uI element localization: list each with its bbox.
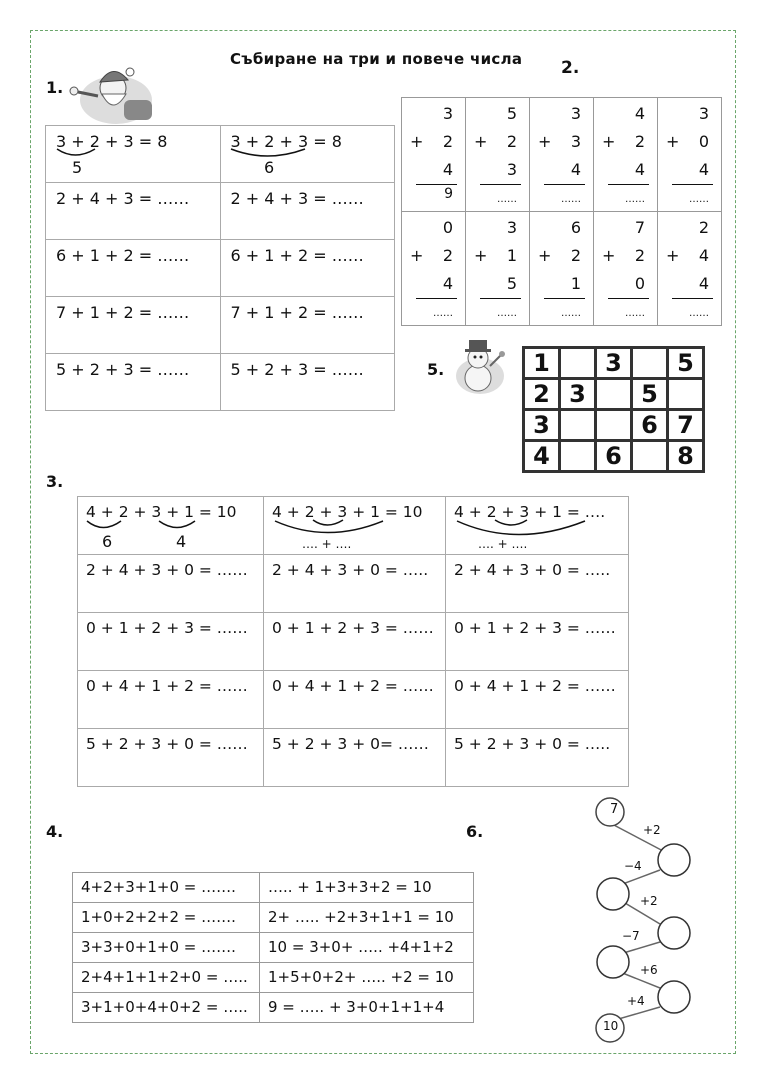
table-row — [402, 212, 722, 326]
grid-cell: 8 — [668, 441, 704, 472]
grid-cell: 1 — [524, 348, 560, 379]
chain-step-4: −7 — [622, 929, 640, 943]
grid-cell: 6 — [596, 441, 632, 472]
equation-cell: 10 = 3+0+ ….. +4+1+2 — [260, 933, 474, 963]
grid-cell — [560, 348, 596, 379]
addend-2: 2 — [442, 132, 453, 151]
column-addition-cell — [466, 212, 530, 326]
equation-cell: 0 + 1 + 2 + 3 = …… — [264, 613, 446, 671]
equation-cell: 2 + 4 + 3 = …… — [220, 183, 395, 240]
chain-step-1: +2 — [643, 823, 661, 837]
sum-result: …… — [689, 194, 709, 205]
addend-1: 4 — [634, 104, 645, 123]
equation-cell: 1+5+0+2+ ….. +2 = 10 — [260, 963, 474, 993]
chain-step-2: −4 — [624, 859, 642, 873]
plus-sign: + — [538, 246, 552, 265]
equation-cell: 3 + 2 + 3 = 8 — [220, 126, 395, 183]
plus-sign: + — [410, 132, 424, 151]
santa-illustration — [58, 60, 158, 126]
sum-line — [608, 298, 649, 299]
chain-step-3: +2 — [640, 894, 658, 908]
addend-3: 4 — [698, 160, 709, 179]
addend-3: 4 — [442, 274, 453, 293]
table-row — [73, 963, 474, 993]
grid-cell — [596, 410, 632, 441]
grid-cell: 4 — [524, 441, 560, 472]
equation-cell: 2+4+1+1+2+0 = ….. — [73, 963, 260, 993]
table-row — [402, 98, 722, 212]
equation-cell: 7 + 1 + 2 = …… — [220, 297, 395, 354]
equation-cell: 4 + 2 + 3 + 1 = …. — [446, 497, 629, 555]
plus-sign: + — [474, 132, 488, 151]
equation-cell: 0 + 4 + 1 + 2 = …… — [78, 671, 264, 729]
addend-1: 5 — [506, 104, 517, 123]
chain-circle-1 — [658, 844, 690, 876]
sum-line — [544, 298, 585, 299]
table-row — [78, 729, 629, 787]
task-number-2: 2. — [561, 58, 580, 78]
grid-cell — [632, 441, 668, 472]
addend-3: 0 — [634, 274, 645, 293]
task4-table — [72, 872, 474, 1023]
sum-line — [416, 298, 457, 299]
column-addition-cell — [402, 212, 466, 326]
addend-3: 4 — [570, 160, 581, 179]
grid-row — [524, 441, 704, 472]
grid-row — [524, 379, 704, 410]
addend-3: 3 — [506, 160, 517, 179]
worksheet-title: Събиране на три и повече числа — [230, 50, 523, 68]
chain-circle-4 — [597, 946, 629, 978]
table-row — [73, 873, 474, 903]
plus-sign: + — [666, 246, 680, 265]
sum-line — [480, 298, 521, 299]
task1-grouping-arcs — [45, 125, 395, 185]
sum-result: …… — [497, 194, 517, 205]
equation-cell: 4 + 2 + 3 + 1 = 10 — [78, 497, 264, 555]
table-row — [73, 903, 474, 933]
equation-cell: 3 + 2 + 3 = 8 — [46, 126, 221, 183]
table-row — [73, 993, 474, 1023]
task5-number-grid — [522, 346, 705, 473]
addend-1: 3 — [506, 218, 517, 237]
sum-result: …… — [561, 308, 581, 319]
table-row — [46, 297, 395, 354]
addend-1: 7 — [634, 218, 645, 237]
equation-cell: 0 + 4 + 1 + 2 = …… — [264, 671, 446, 729]
equation-cell: 3+1+0+4+0+2 = ….. — [73, 993, 260, 1023]
equation-cell: 3+3+0+1+0 = ……. — [73, 933, 260, 963]
equation-cell: 0 + 4 + 1 + 2 = …… — [446, 671, 629, 729]
equation-cell: 2 + 4 + 3 + 0 = …… — [78, 555, 264, 613]
column-addition-cell — [466, 98, 530, 212]
task1-subtotal-left: 5 — [72, 158, 83, 177]
grid-cell — [560, 410, 596, 441]
equation-cell: 9 = ….. + 3+0+1+1+4 — [260, 993, 474, 1023]
column-problem — [594, 212, 657, 325]
equation-cell: 0 + 1 + 2 + 3 = …… — [446, 613, 629, 671]
grid-cell — [560, 441, 596, 472]
task3-subtotal-b: …. + …. — [302, 537, 352, 551]
sum-result: …… — [689, 308, 709, 319]
table-row — [78, 671, 629, 729]
equation-cell: 4 + 2 + 3 + 1 = 10 — [264, 497, 446, 555]
column-addition-cell — [530, 98, 594, 212]
addend-2: 3 — [570, 132, 581, 151]
grid-cell — [596, 379, 632, 410]
chain-start-value: 7 — [610, 802, 619, 817]
equation-cell: 2+ ….. +2+3+1+1 = 10 — [260, 903, 474, 933]
table-row — [78, 613, 629, 671]
plus-sign: + — [474, 246, 488, 265]
column-problem — [402, 212, 465, 325]
column-addition-cell — [594, 212, 658, 326]
task3-subtotal-c: …. + …. — [478, 537, 528, 551]
addend-1: 6 — [570, 218, 581, 237]
chain-circle-3 — [658, 917, 690, 949]
sum-line — [544, 184, 585, 185]
sum-result: …… — [561, 194, 581, 205]
chain-circle-2 — [597, 878, 629, 910]
plus-sign: + — [666, 132, 680, 151]
grid-cell — [668, 379, 704, 410]
sum-line — [416, 184, 457, 185]
equation-cell: 0 + 1 + 2 + 3 = …… — [78, 613, 264, 671]
column-addition-cell — [594, 98, 658, 212]
column-addition-cell — [658, 212, 722, 326]
grid-cell: 5 — [632, 379, 668, 410]
grid-cell: 3 — [596, 348, 632, 379]
task3-grouping-arcs — [77, 496, 628, 556]
column-problem — [530, 212, 593, 325]
equation-cell: 2 + 4 + 3 + 0 = ….. — [264, 555, 446, 613]
plus-sign: + — [410, 246, 424, 265]
equation-cell: 4+2+3+1+0 = ……. — [73, 873, 260, 903]
grid-row — [524, 348, 704, 379]
chain-step-5: +6 — [640, 963, 658, 977]
grid-cell: 5 — [668, 348, 704, 379]
equation-cell: 6 + 1 + 2 = …… — [220, 240, 395, 297]
snowman-illustration — [450, 332, 514, 396]
grid-row — [524, 410, 704, 441]
column-problem — [658, 212, 721, 325]
task3-subtotal-1: 6 — [102, 532, 113, 551]
addend-2: 2 — [570, 246, 581, 265]
table-row — [46, 354, 395, 411]
sum-result: …… — [497, 308, 517, 319]
addend-3: 1 — [570, 274, 581, 293]
plus-sign: + — [538, 132, 552, 151]
equation-cell: 5 + 2 + 3 + 0 = …… — [78, 729, 264, 787]
grid-cell: 7 — [668, 410, 704, 441]
equation-cell: 2 + 4 + 3 = …… — [46, 183, 221, 240]
addend-1: 0 — [442, 218, 453, 237]
addend-2: 2 — [442, 246, 453, 265]
column-addition-cell — [402, 98, 466, 212]
plus-sign: + — [602, 132, 616, 151]
addend-2: 4 — [698, 246, 709, 265]
task1-subtotal-right: 6 — [264, 158, 275, 177]
task-number-3: 3. — [46, 472, 64, 491]
table-row — [46, 183, 395, 240]
equation-cell: 2 + 4 + 3 + 0 = ….. — [446, 555, 629, 613]
addend-3: 4 — [634, 160, 645, 179]
task2-column-addition — [401, 97, 722, 326]
addend-2: 1 — [506, 246, 517, 265]
grid-cell: 6 — [632, 410, 668, 441]
addend-2: 0 — [698, 132, 709, 151]
equation-cell: 5 + 2 + 3 + 0 = ….. — [446, 729, 629, 787]
plus-sign: + — [602, 246, 616, 265]
chain-step-6: +4 — [627, 994, 645, 1008]
sum-line — [608, 184, 649, 185]
equation-cell: 5 + 2 + 3 = …… — [46, 354, 221, 411]
grid-cell: 3 — [560, 379, 596, 410]
task-number-4: 4. — [46, 822, 64, 841]
equation-cell: 1+0+2+2+2 = ……. — [73, 903, 260, 933]
addend-1: 3 — [442, 104, 453, 123]
task-number-6: 6. — [466, 822, 484, 841]
addend-1: 3 — [698, 104, 709, 123]
column-addition-cell — [530, 212, 594, 326]
equation-cell: 7 + 1 + 2 = …… — [46, 297, 221, 354]
task-number-1: 1. — [46, 78, 64, 97]
sum-line — [672, 184, 713, 185]
equation-cell: 5 + 2 + 3 + 0= …… — [264, 729, 446, 787]
addend-2: 2 — [506, 132, 517, 151]
column-problem — [594, 98, 657, 211]
addend-2: 2 — [634, 132, 645, 151]
sum-line — [672, 298, 713, 299]
addend-3: 4 — [442, 160, 453, 179]
column-addition-cell — [658, 98, 722, 212]
chain-end-value: 10 — [603, 1019, 619, 1033]
sum-result: …… — [625, 308, 645, 319]
addend-2: 2 — [634, 246, 645, 265]
sum-line — [480, 184, 521, 185]
column-problem — [466, 212, 529, 325]
column-problem — [402, 98, 465, 211]
grid-cell — [632, 348, 668, 379]
column-problem — [530, 98, 593, 211]
addend-3: 4 — [698, 274, 709, 293]
task-number-5: 5. — [427, 360, 445, 379]
sum-result: …… — [433, 308, 453, 319]
chain-circle-5 — [658, 981, 690, 1013]
grid-cell: 2 — [524, 379, 560, 410]
table-row — [73, 933, 474, 963]
grid-cell: 3 — [524, 410, 560, 441]
addend-1: 2 — [698, 218, 709, 237]
sum-result: …… — [625, 194, 645, 205]
equation-cell: 5 + 2 + 3 = …… — [220, 354, 395, 411]
table-row — [78, 555, 629, 613]
equation-cell: 6 + 1 + 2 = …… — [46, 240, 221, 297]
table-row — [46, 240, 395, 297]
column-problem — [466, 98, 529, 211]
equation-cell: ….. + 1+3+3+2 = 10 — [260, 873, 474, 903]
sum-result: 9 — [444, 186, 453, 202]
addend-1: 3 — [570, 104, 581, 123]
task3-subtotal-2: 4 — [176, 532, 187, 551]
column-problem — [658, 98, 721, 211]
addend-3: 5 — [506, 274, 517, 293]
